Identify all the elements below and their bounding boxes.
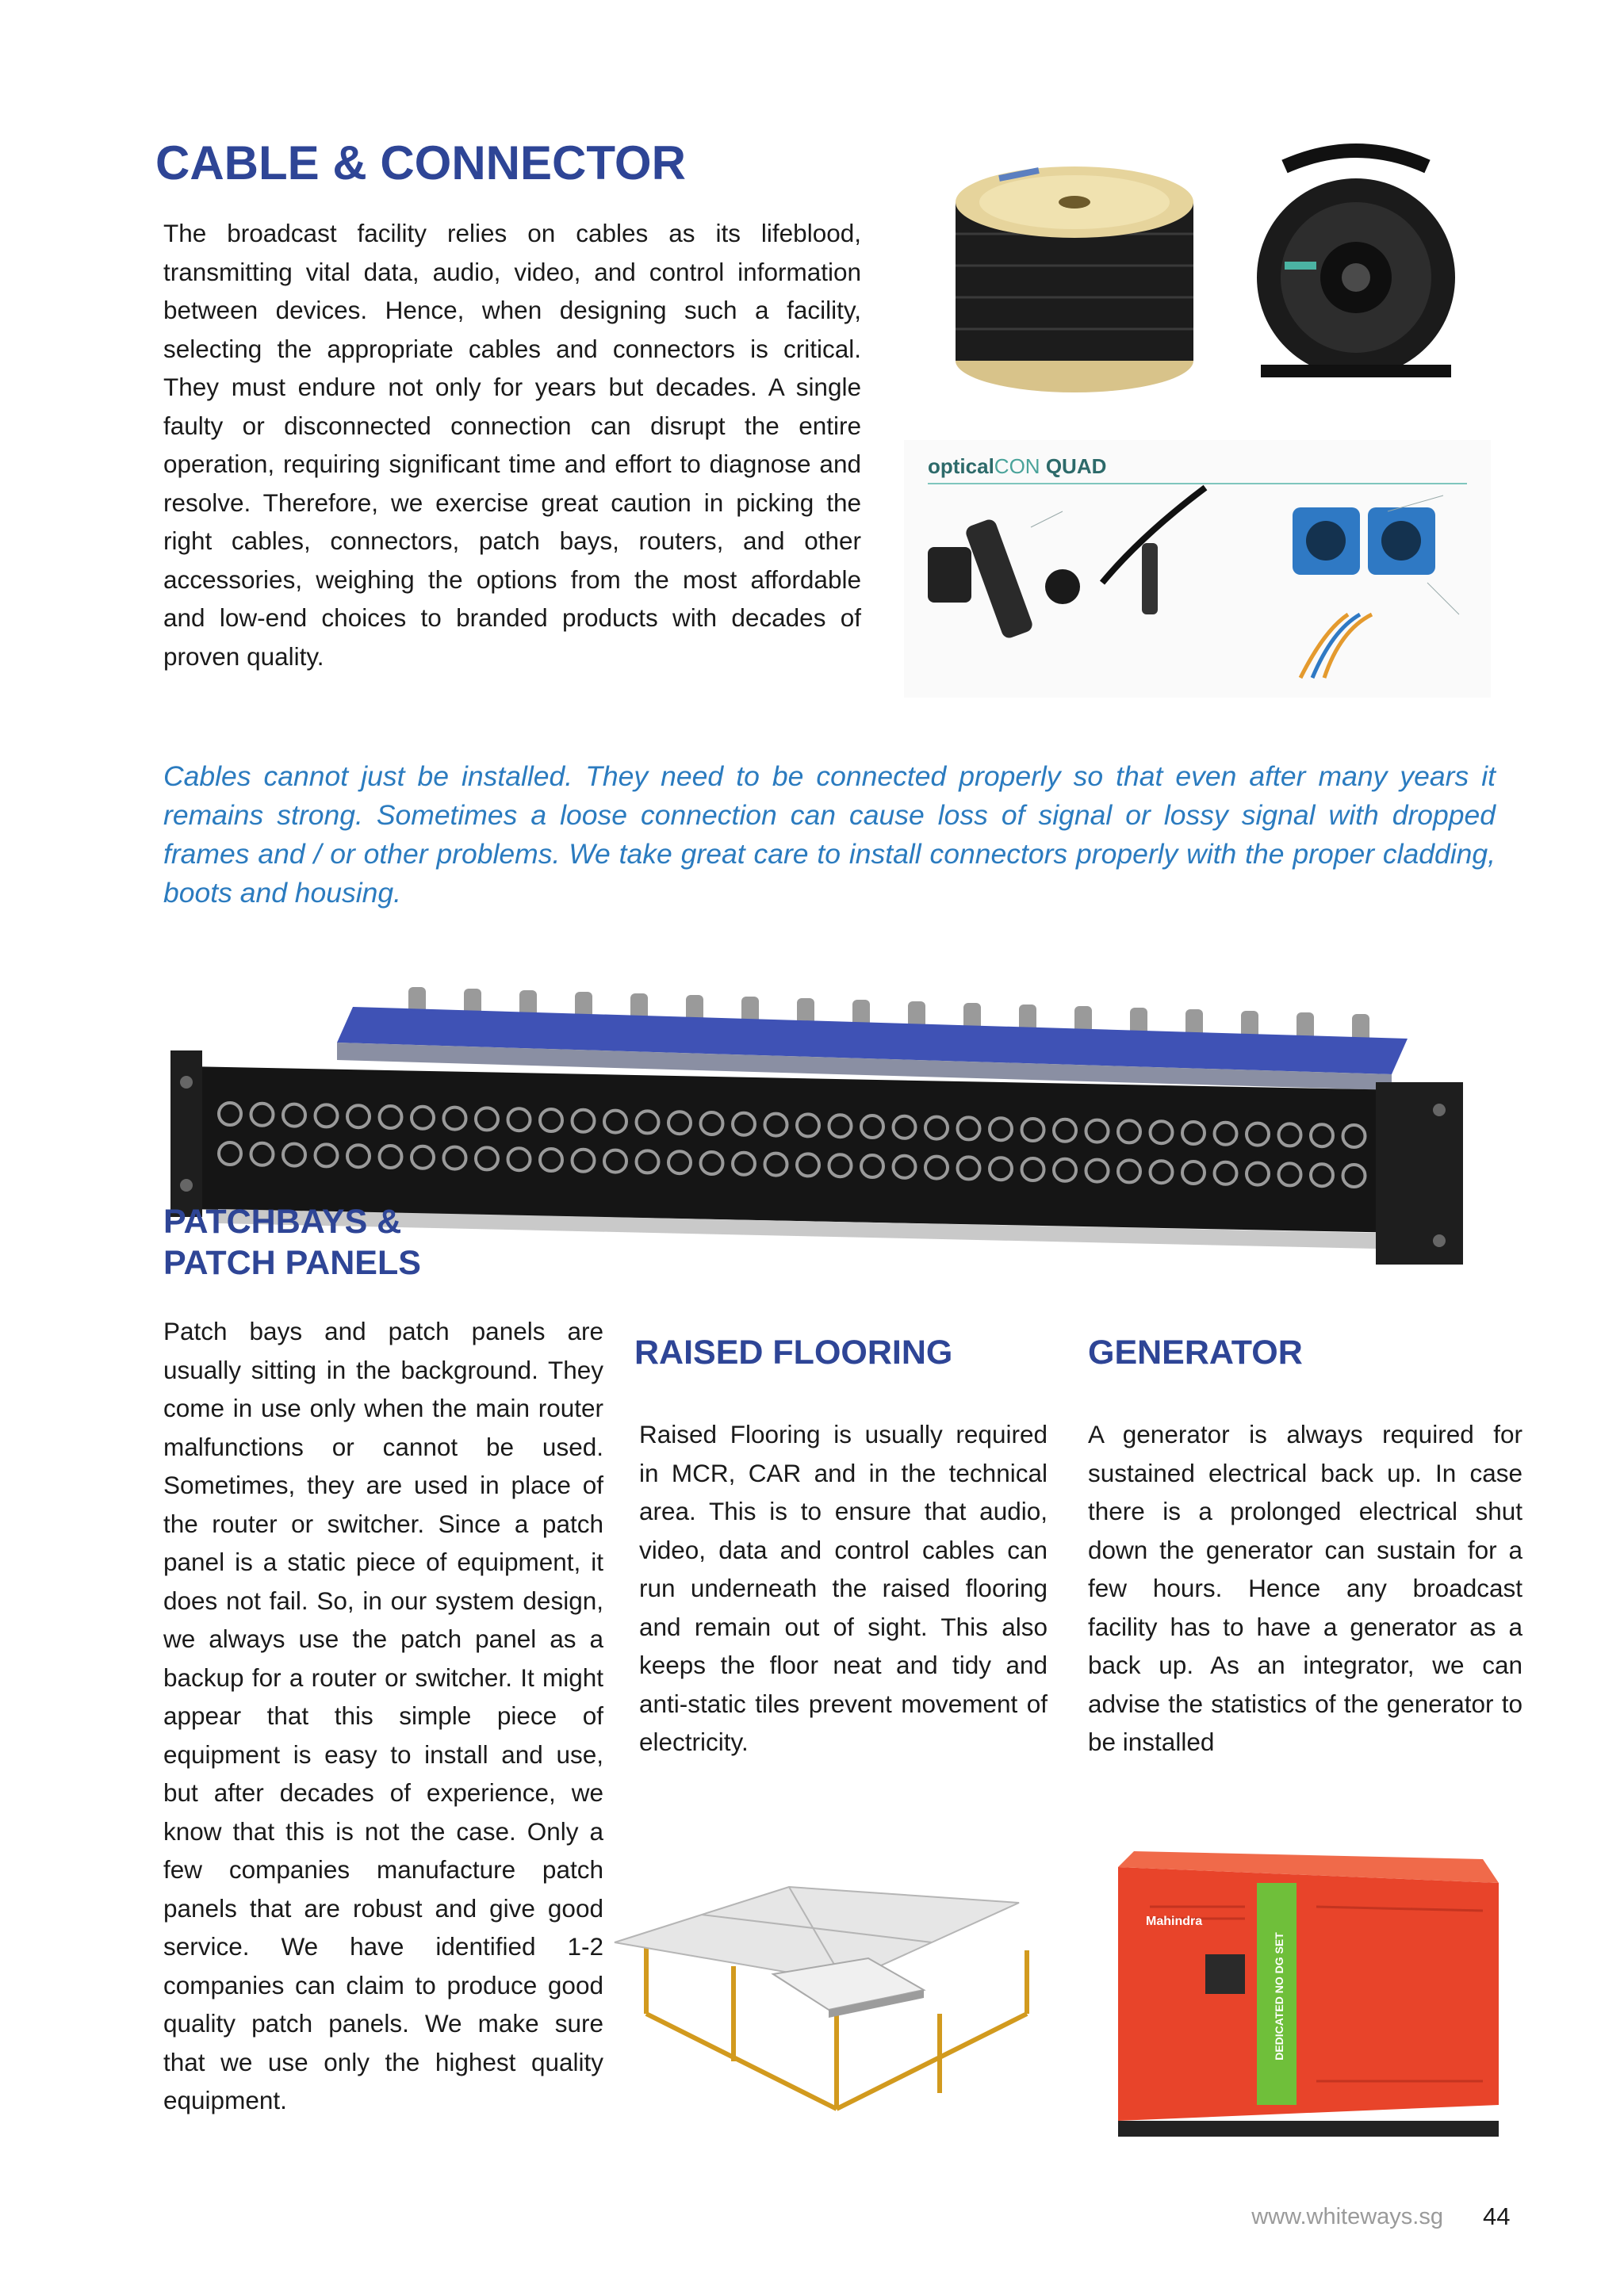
raised-flooring-body: Raised Flooring is usually required in MCR, CAR and in the technical area. This is to ensure that audio, video, data and control cables can run underneath the raised flooring and remain out of sight. This also keeps the floor neat and tidy and anti-static tiles prevent movement of electricity.: [639, 1420, 1048, 1756]
generator-title: GENERATOR: [1088, 1334, 1303, 1372]
page-number: 44: [1483, 2202, 1511, 2230]
cable-reel-image: [936, 147, 1213, 400]
raised-flooring-title: RAISED FLOORING: [634, 1334, 953, 1372]
generator-image: [1102, 1843, 1515, 2145]
cable-connector-title: CABLE & CONNECTOR: [155, 136, 686, 189]
generator-body: A generator is always required for sustained electrical back up. In case there is a prolonged electrical shut down the generator can sustain for a few hours. Hence any broadcast facility has to have a generator as a back up. As an integrator, we can advise the statistics of the generator to be installed: [1088, 1420, 1522, 1756]
raised-floor-image: [607, 1855, 1067, 2156]
opticalcon-quad-image: [904, 440, 1491, 698]
cable-drum-image: [1237, 143, 1475, 396]
brand-quad: QUAD: [1045, 454, 1107, 478]
patchbays-body: Patch bays and patch panels are usually sitting in the background. They come in use only when the main router malfunctions or cannot be used. Sometimes, they are used in place of the router or switcher. Since a patch panel is a static piece of equipment, it does not fail. So, in our system design, we always use the patch panel as a backup for a router or switcher. It might appear that this simple piece of equipment is easy to install and use, but after decades of experience, we know that this is not the case. Only a few companies manufacture patch panels that are robust and give good service. We have identified 1-2 companies can claim to produce good quality patch panels. We make sure that we use only the highest quality equipment.: [163, 1317, 603, 2114]
cable-quote: Cables cannot just be installed. They need to be connected properly so that even after many years it remains strong. Sometimes a loose connection can cause loss of signal or lossy signal with dropped frames and / or other problems. We take great care to install connectors properly with the proper cladding, boots and housing.: [163, 760, 1496, 909]
brand-optical: optical: [928, 454, 994, 478]
patchbays-title-line2: PATCH PANELS: [163, 1244, 421, 1282]
generator-side-label: DEDICATED NO DG SET: [1273, 1932, 1285, 2061]
footer-url: www.whiteways.sg: [1251, 2204, 1443, 2229]
patchbays-title-line1: PATCHBAYS &: [163, 1203, 402, 1241]
brand-con: CON: [994, 454, 1040, 478]
cable-connector-body: The broadcast facility relies on cables as its lifeblood, transmitting vital data, audio, video, and control information between devices. Hence, when designing such a facility, selecting the appropriate cables and connectors is critical. They must endure not only for years but decades. A single faulty or disconnected connection can disrupt the entire operation, requiring significant time and effort to diagnose and resolve. Therefore, we exercise great caution in picking the right cables, connectors, patch bays, routers, and other accessories, weighing the options from the most affordable and low-end choices to branded products with decades of proven quality.: [163, 219, 861, 671]
generator-brand-label: Mahindra: [1146, 1915, 1203, 1928]
